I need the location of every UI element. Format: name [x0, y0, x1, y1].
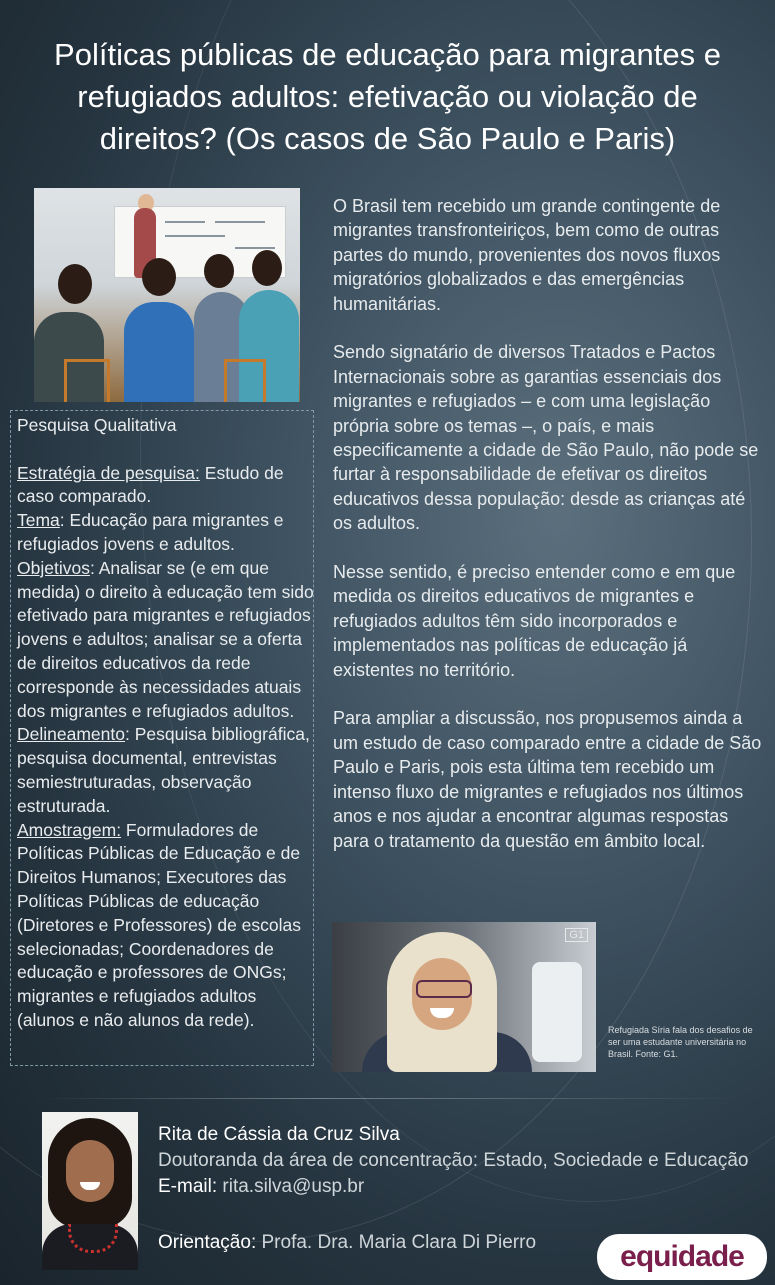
objectives-paragraph	[17, 557, 317, 724]
design-text: : Pesquisa bibliográfica, pesquisa documental, entrevistas semiestruturadas, observação estruturada.	[17, 724, 310, 816]
theme-text: : Educação para migrantes e refugiados jovens e adultos.	[17, 510, 284, 554]
intro-paragraph-4: Para ampliar a discussão, nos propusemos ainda a um estudo de caso comparado entre a cidade de São Paulo e Paris, pois esta última tem recebido um intenso fluxo de migrantes e refugiados nos últimos anos e nos ajudar a encontrar algumas respostas para o tratamento da questão em âmbito local.	[333, 708, 762, 851]
advisor-line	[158, 1232, 536, 1254]
poster-title: Políticas públicas de educação para migrantes e refugiados adultos: efetivação ou violação de direitos? (Os casos de São Paulo e Paris)	[54, 37, 721, 156]
strategy-label: Estratégia de pesquisa:	[17, 462, 200, 483]
photo-caption: Refugiada Síria fala dos desafios de ser uma estudante universitária no Brasil. Fonte: G1.	[608, 1025, 753, 1059]
g1-watermark: G1	[565, 928, 588, 942]
author-avatar	[42, 1112, 138, 1270]
introduction-text	[333, 194, 765, 877]
author-name: Rita de Cássia da Cruz Silva	[158, 1124, 400, 1145]
email-link[interactable]: rita.silva@usp.br	[217, 1176, 365, 1197]
author-role: Doutoranda da área de concentração: Estado, Sociedade e Educação	[158, 1150, 749, 1171]
design-label: Delineamento	[17, 724, 125, 745]
strategy-text: Estudo de caso comparado.	[17, 462, 284, 507]
design-paragraph	[17, 723, 317, 818]
theme-label: Tema	[17, 510, 60, 531]
intro-paragraph-2: Sendo signatário de diversos Tratados e Pactos Internacionais sobre as garantias essenciais dos migrantes e refugiados – e com uma legislação própria sobre os temas –, o país, e mais especificamente a cidade de São Paulo, não pode se furtar à responsabilidade de efetivar os direitos educativos dessa população: desde as crianças até os adultos.	[333, 342, 759, 534]
strategy-paragraph	[17, 462, 317, 510]
advisor-label: Orientação:	[158, 1232, 257, 1253]
sampling-paragraph	[17, 819, 317, 1033]
objectives-text: : Analisar se (e em que medida) o direito à educação tem sido efetivado para migrantes e refugiados jovens e adultos; analisar se a oferta de direitos educativos da rede corresponde às necessidades atuais dos migrantes e refugiados adultos.	[17, 557, 314, 721]
research-details	[17, 414, 317, 1033]
classroom-photo	[34, 188, 300, 402]
objectives-label: Objetivos	[17, 557, 90, 578]
author-info	[158, 1122, 758, 1200]
sampling-label: Amostragem:	[17, 819, 122, 840]
sampling-text: Formuladores de Políticas Públicas de Educação e de Direitos Humanos; Executores das Políticas Públicas de educação (Diretores e Professores) de escolas selecionadas; Coordenadores de educação e professores de ONGs; migrantes e refugiados adultos (alunos e não alunos da rede).	[17, 819, 301, 1030]
microscope	[532, 962, 582, 1062]
advisor-name: Profa. Dra. Maria Clara Di Pierro	[256, 1232, 537, 1253]
intro-paragraph-1: O Brasil tem recebido um grande contingente de migrantes transfronteiriços, bem como de outras partes do mundo, provenientes dos novos fluxos migratórios globalizados e das emergências humanitárias.	[333, 196, 721, 314]
author-email-line	[158, 1174, 758, 1200]
equidade-logo: equidade	[597, 1234, 767, 1280]
theme-paragraph	[17, 509, 317, 557]
refugee-student-photo	[332, 922, 596, 1072]
email-label: E-mail:	[158, 1176, 218, 1197]
divider	[40, 1098, 740, 1099]
research-heading: Pesquisa Qualitativa	[17, 415, 177, 435]
intro-paragraph-3: Nesse sentido, é preciso entender como e em que medida os direitos educativos de migrantes e refugiados adultos têm sido incorporados e implementados nas políticas de educação já existentes no território.	[333, 562, 736, 680]
